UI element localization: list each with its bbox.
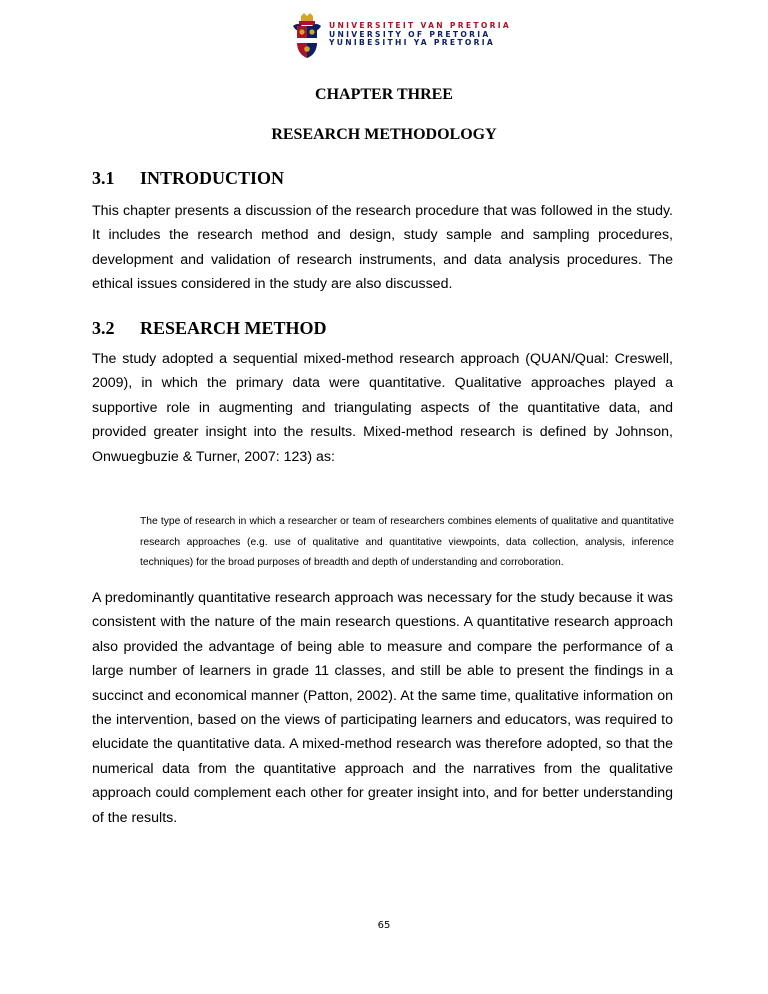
university-logo [290, 12, 512, 60]
page-number: 65 [377, 920, 391, 931]
paragraph-research-method: The study adopted a sequential mixed-method research approach (QUAN/Qual: Creswell, 2009), in which the primary data were quantitative. Qualitative approaches played a supportive role in augmenting and triangulating aspects of the quantitative data, and provided greater insight into the results. Mixed-method research is defined by Johnson, Onwuegbuzie & Turner, 2007: 123) as: [92, 351, 673, 465]
section-number: 3.1 [92, 168, 115, 188]
chapter-subtitle: RESEARCH METHODOLOGY [271, 126, 497, 143]
chapter-title: CHAPTER THREE [315, 86, 453, 103]
section-title: INTRODUCTION [140, 168, 285, 188]
block-quote: The type of research in which a researcher or team of researchers combines elements of qualitative and quantitative research approaches (e.g. use of qualitative and quantitative viewpoints, data collection, analysis, inference techniques) for the broad purposes of breadth and depth of understanding and corroboration. [140, 516, 674, 568]
section-title: RESEARCH METHOD [140, 318, 327, 338]
section-heading-introduction [92, 168, 284, 189]
university-name [329, 21, 512, 48]
section-number: 3.2 [92, 318, 115, 338]
paragraph-introduction: This chapter presents a discussion of the research procedure that was followed in the study. It includes the research method and design, study sample and sampling procedures, development and validation of research instruments, and data analysis procedures. The ethical issues considered in the study are also discussed. [92, 203, 673, 293]
section-heading-research-method [92, 318, 327, 339]
university-name-afrikaans: UNIVERSITEIT VAN PRETORIA [329, 21, 512, 30]
university-crest-icon [290, 12, 324, 60]
university-name-sepedi: YUNIBESITHI YA PRETORIA [329, 38, 496, 48]
university-name-english: UNIVERSITY OF PRETORIA [329, 29, 491, 39]
paragraph-rationale: A predominantly quantitative research approach was necessary for the study because it was consistent with the nature of the main research questions. A quantitative research approach also provided the advantage of being able to measure and compare the performance of a large number of learners in grade 11 classes, and still be able to present the findings in a succinct and economical manner (Patton, 2002). At the same time, qualitative information on the intervention, based on the views of participating learners and educators, was required to elucidate the quantitative data. A mixed-method research was therefore adopted, so that the numerical data from the quantitative approach and the narratives from the qualitative approach could complement each other for greater insight into, and for better understanding of the results. [92, 590, 673, 826]
